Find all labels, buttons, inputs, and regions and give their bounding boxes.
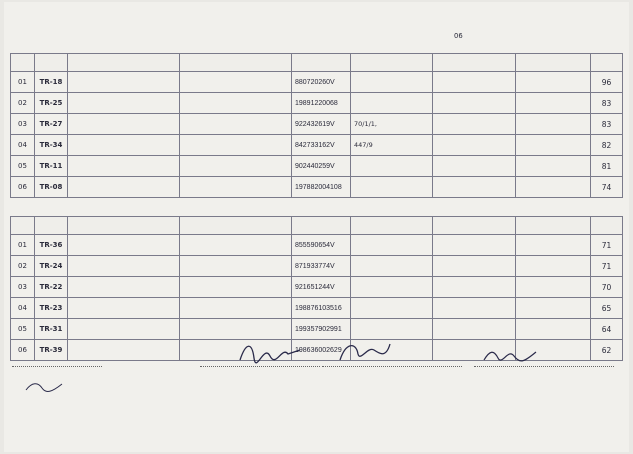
cell-pref2	[433, 235, 516, 256]
col-header-nic	[292, 54, 351, 72]
signature-scribble-1	[236, 340, 306, 366]
cell-pref2	[433, 256, 516, 277]
cell-pref3	[516, 177, 591, 198]
col-header-pref3	[516, 54, 591, 72]
cell-parent	[180, 177, 292, 198]
cell-parent	[180, 72, 292, 93]
col-header-no	[11, 217, 35, 235]
cell-nic: 902440259V	[292, 156, 351, 177]
col-header-no	[11, 54, 35, 72]
cell-code: TR-25	[35, 93, 68, 114]
cell-mark: 71	[591, 256, 623, 277]
cell-pref1	[351, 319, 433, 340]
table-row	[11, 114, 623, 135]
list-number	[454, 32, 463, 40]
signatory-name-1	[12, 366, 102, 368]
cell-code: TR-23	[35, 298, 68, 319]
cell-nic: 871933774V	[292, 256, 351, 277]
table-row	[11, 319, 623, 340]
col-header-pref3	[516, 217, 591, 235]
cell-name	[68, 114, 180, 135]
cell-mark: 96	[591, 72, 623, 93]
signature-block-2	[200, 366, 320, 368]
cell-name	[68, 319, 180, 340]
cell-pref1	[351, 72, 433, 93]
cell-name	[68, 256, 180, 277]
cell-pref3	[516, 156, 591, 177]
cell-mark: 71	[591, 235, 623, 256]
table-row	[11, 277, 623, 298]
cell-pref1	[351, 277, 433, 298]
cell-code: TR-36	[35, 235, 68, 256]
cell-no: 01	[11, 235, 35, 256]
cell-pref2	[433, 114, 516, 135]
cell-parent	[180, 135, 292, 156]
cell-mark: 81	[591, 156, 623, 177]
cell-parent	[180, 93, 292, 114]
signatory-name-4	[474, 366, 614, 368]
cell-mark: 70	[591, 277, 623, 298]
col-header-pref2	[433, 54, 516, 72]
cell-pref2	[433, 93, 516, 114]
cell-pref1	[351, 156, 433, 177]
signature-block-1	[12, 366, 102, 368]
cell-no: 06	[11, 177, 35, 198]
cell-pref3	[516, 256, 591, 277]
cell-pref2	[433, 177, 516, 198]
cell-parent	[180, 298, 292, 319]
cell-code: TR-22	[35, 277, 68, 298]
cell-pref2	[433, 298, 516, 319]
cell-mark: 64	[591, 319, 623, 340]
cell-nic: 198636002629	[292, 340, 351, 361]
cell-no: 03	[11, 114, 35, 135]
cell-pref1	[351, 256, 433, 277]
cell-name	[68, 135, 180, 156]
cell-name	[68, 235, 180, 256]
col-header-mark	[591, 54, 623, 72]
waiting-table	[10, 216, 623, 361]
cell-parent	[180, 114, 292, 135]
cell-name	[68, 277, 180, 298]
cell-nic: 198876103516	[292, 298, 351, 319]
table-row	[11, 177, 623, 198]
signature-scribble-4	[24, 380, 64, 394]
cell-code: TR-31	[35, 319, 68, 340]
cell-pref1	[351, 235, 433, 256]
cell-nic: 922432619V	[292, 114, 351, 135]
cell-nic: 197882004108	[292, 177, 351, 198]
cell-pref1	[351, 298, 433, 319]
table-row	[11, 156, 623, 177]
cell-pref3	[516, 114, 591, 135]
cell-name	[68, 298, 180, 319]
cell-parent	[180, 156, 292, 177]
cell-no: 06	[11, 340, 35, 361]
cell-nic: 19891220068	[292, 93, 351, 114]
cell-nic: 921651244V	[292, 277, 351, 298]
cell-name	[68, 72, 180, 93]
cell-pref3	[516, 319, 591, 340]
cell-pref1: 447/9	[351, 135, 433, 156]
col-header-code	[35, 217, 68, 235]
signature-scribble-3	[480, 344, 540, 366]
cell-no: 04	[11, 298, 35, 319]
col-header-mark	[591, 217, 623, 235]
table-row	[11, 235, 623, 256]
cell-no: 02	[11, 93, 35, 114]
cell-pref2	[433, 72, 516, 93]
cell-parent	[180, 256, 292, 277]
cell-pref1	[351, 177, 433, 198]
col-header-pref1	[351, 54, 433, 72]
cell-name	[68, 156, 180, 177]
signature-block-3	[322, 366, 462, 368]
cell-name	[68, 340, 180, 361]
cell-code: TR-24	[35, 256, 68, 277]
signatory-name-2	[200, 366, 320, 368]
cell-no: 03	[11, 277, 35, 298]
cell-pref2	[433, 156, 516, 177]
cell-pref2	[433, 135, 516, 156]
cell-pref3	[516, 72, 591, 93]
col-header-code	[35, 54, 68, 72]
cell-pref2	[433, 277, 516, 298]
cell-no: 02	[11, 256, 35, 277]
cell-pref1: 70/1/1,	[351, 114, 433, 135]
table-header-row	[11, 217, 623, 235]
cell-pref3	[516, 298, 591, 319]
cell-name	[68, 93, 180, 114]
col-header-parent	[180, 217, 292, 235]
col-header-name	[68, 54, 180, 72]
cell-pref2	[433, 319, 516, 340]
table-row	[11, 298, 623, 319]
cell-mark: 83	[591, 114, 623, 135]
cell-pref3	[516, 277, 591, 298]
cell-code: TR-39	[35, 340, 68, 361]
cell-code: TR-11	[35, 156, 68, 177]
selected-table	[10, 53, 623, 198]
col-header-name	[68, 217, 180, 235]
table-header-row	[11, 54, 623, 72]
col-header-pref2	[433, 217, 516, 235]
table-row	[11, 135, 623, 156]
cell-code: TR-08	[35, 177, 68, 198]
cell-parent	[180, 235, 292, 256]
list-number-value: 06	[454, 32, 463, 40]
cell-pref3	[516, 135, 591, 156]
cell-name	[68, 177, 180, 198]
table-row	[11, 256, 623, 277]
cell-pref3	[516, 235, 591, 256]
cell-mark: 65	[591, 298, 623, 319]
signature-scribble-2	[334, 338, 394, 366]
signatory-name-3	[322, 366, 462, 368]
cell-mark: 74	[591, 177, 623, 198]
table-row	[11, 93, 623, 114]
cell-code: TR-34	[35, 135, 68, 156]
col-header-nic	[292, 217, 351, 235]
cell-mark: 83	[591, 93, 623, 114]
cell-nic: 880720260V	[292, 72, 351, 93]
cell-pref3	[516, 93, 591, 114]
cell-no: 05	[11, 156, 35, 177]
cell-mark: 82	[591, 135, 623, 156]
cell-code: TR-27	[35, 114, 68, 135]
cell-nic: 199357902991	[292, 319, 351, 340]
cell-parent	[180, 319, 292, 340]
signature-block-4	[474, 366, 614, 368]
table-row	[11, 72, 623, 93]
cell-code: TR-18	[35, 72, 68, 93]
col-header-pref1	[351, 217, 433, 235]
cell-parent	[180, 277, 292, 298]
col-header-parent	[180, 54, 292, 72]
cell-nic: 842733162V	[292, 135, 351, 156]
document-sheet	[4, 2, 629, 452]
cell-mark: 62	[591, 340, 623, 361]
cell-nic: 855590654V	[292, 235, 351, 256]
cell-no: 04	[11, 135, 35, 156]
cell-no: 01	[11, 72, 35, 93]
cell-no: 05	[11, 319, 35, 340]
cell-pref1	[351, 93, 433, 114]
